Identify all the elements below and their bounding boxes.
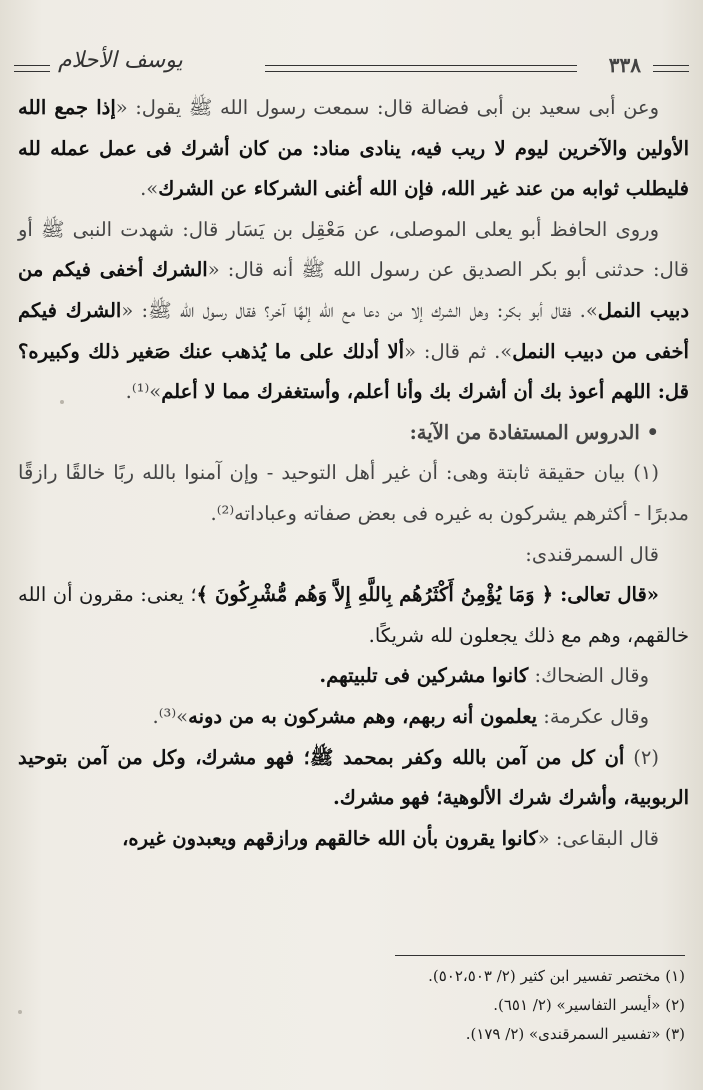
- emphasized-text: الشرك فيكم أخفى من دبيب النمل: [18, 298, 689, 363]
- text-run: »⁽¹⁾.: [125, 380, 162, 404]
- running-title: يوسف الأحلام: [58, 48, 183, 73]
- samarqandi-intro: قال السمرقندى:: [525, 542, 659, 566]
- page-number: ٣٣٨: [608, 53, 641, 77]
- emphasized-text: كانوا يقرون بأن الله خالقهم ورازقهم ويعبدون غيره،: [122, 826, 538, 850]
- baqai-quote: [18, 819, 689, 860]
- emphasized-text: الشرك أخفى فيكم من دبيب النمل: [18, 258, 690, 322]
- paragraph-abu-fadala: [18, 88, 689, 210]
- text-run: »⁽³⁾.: [152, 704, 189, 728]
- emphasized-text: أن كل من آمن بالله وكفر بمحمد ﷺ؛ فهو مشرك، وكل من آمن بتوحيد الربوبية، وأشرك شرك الألوهية؛ فهو مشرك.: [18, 745, 689, 810]
- text-run: وقال عكرمة:: [537, 704, 649, 728]
- header-rule-left: [14, 65, 50, 72]
- text-run: ». فقال أبو بكر: وهل الشرك إلا من دعا مع الله إلهًا آخر؟ فقال رسول الله ﷺ: «: [121, 298, 598, 322]
- header-rule-right: [653, 65, 689, 72]
- text-run: وقال الضحاك:: [528, 664, 649, 688]
- paragraph-abu-yala: [18, 210, 689, 413]
- footnote-divider: [395, 955, 685, 956]
- lesson-one: (١) بيان حقيقة ثابتة وهى: أن غير أهل التوحيد - وإن آمنوا بالله ربًا خالقًا رازقًا مدبرًا - أكثرهم يشركون به غيره فى بعض صفاته وعباداته⁽²⁾.: [18, 461, 689, 525]
- emphasized-text: كانوا مشركين فى تلبيتهم.: [319, 664, 529, 688]
- paper-speck: [18, 1010, 22, 1014]
- footnote-item: (٢) «أيسر التفاسير» (٢/ ٦٥١).: [493, 996, 685, 1014]
- emphasized-text: يعلمون أنه ربهم، وهم مشركون به من دونه: [188, 704, 538, 728]
- page-header: [14, 48, 689, 82]
- main-text: [18, 88, 689, 859]
- text-run: ؛ يعنى: مقرون أن الله خالقهم، وهم مع ذلك يجعلون لله شريكًا.: [18, 583, 689, 647]
- dahhak-quote: [18, 656, 689, 697]
- emphasized-text: ألا أدلك على ما يُذهب عنك صَغير ذلك وكبيره؟ قل: اللهم أعوذ بك أن أشرك بك وأنا أعلم، وأستغفرك مما لا أعلم: [18, 339, 689, 404]
- section-heading: • الدروس المستفادة من الآية:: [409, 420, 659, 444]
- text-run: (٢): [624, 745, 659, 769]
- text-run: وعن أبى سعيد بن أبى فضالة قال: سمعت رسول الله ﷺ يقول: «: [115, 96, 659, 119]
- lesson-two: [18, 738, 689, 819]
- text-run: ». ثم قال: «: [404, 339, 513, 363]
- text-run: ».: [140, 177, 159, 201]
- text-run: وروى الحافظ أبو يعلى الموصلى، عن مَعْقِل بن يَسَار قال: شهدت النبى ﷺ أو قال: حدثنى أبو بكر الصديق عن رسول الله ﷺ أنه قال: «: [18, 217, 689, 282]
- footnotes: [25, 962, 685, 1049]
- emphasized-text: «قال تعالى: ﴿ وَمَا يُؤْمِنُ أَكْثَرُهُم بِاللَّهِ إِلاَّ وَهُم مُّشْرِكُونَ ﴾: [196, 583, 659, 607]
- header-rule-center: [265, 65, 577, 72]
- emphasized-text: إذا جمع الله الأولين والآخرين ليوم لا ريب فيه، ينادى مناد: من كان أشرك فى عمل عمله لله فليطلب ثوابه من عند غير الله، فإن الله أغنى الشركاء عن الشرك: [18, 96, 689, 201]
- samarqandi-quote: [18, 575, 689, 656]
- footnote-item: (٣) «تفسير السمرقندى» (٢/ ١٧٩).: [465, 1025, 685, 1043]
- ikrima-quote: [18, 697, 689, 738]
- footnote-item: (١) مختصر تفسير ابن كثير (٢/ ٥٠٢،٥٠٣).: [428, 967, 685, 985]
- paper-speck: [60, 400, 64, 404]
- text-run: قال البقاعى: «: [537, 826, 659, 850]
